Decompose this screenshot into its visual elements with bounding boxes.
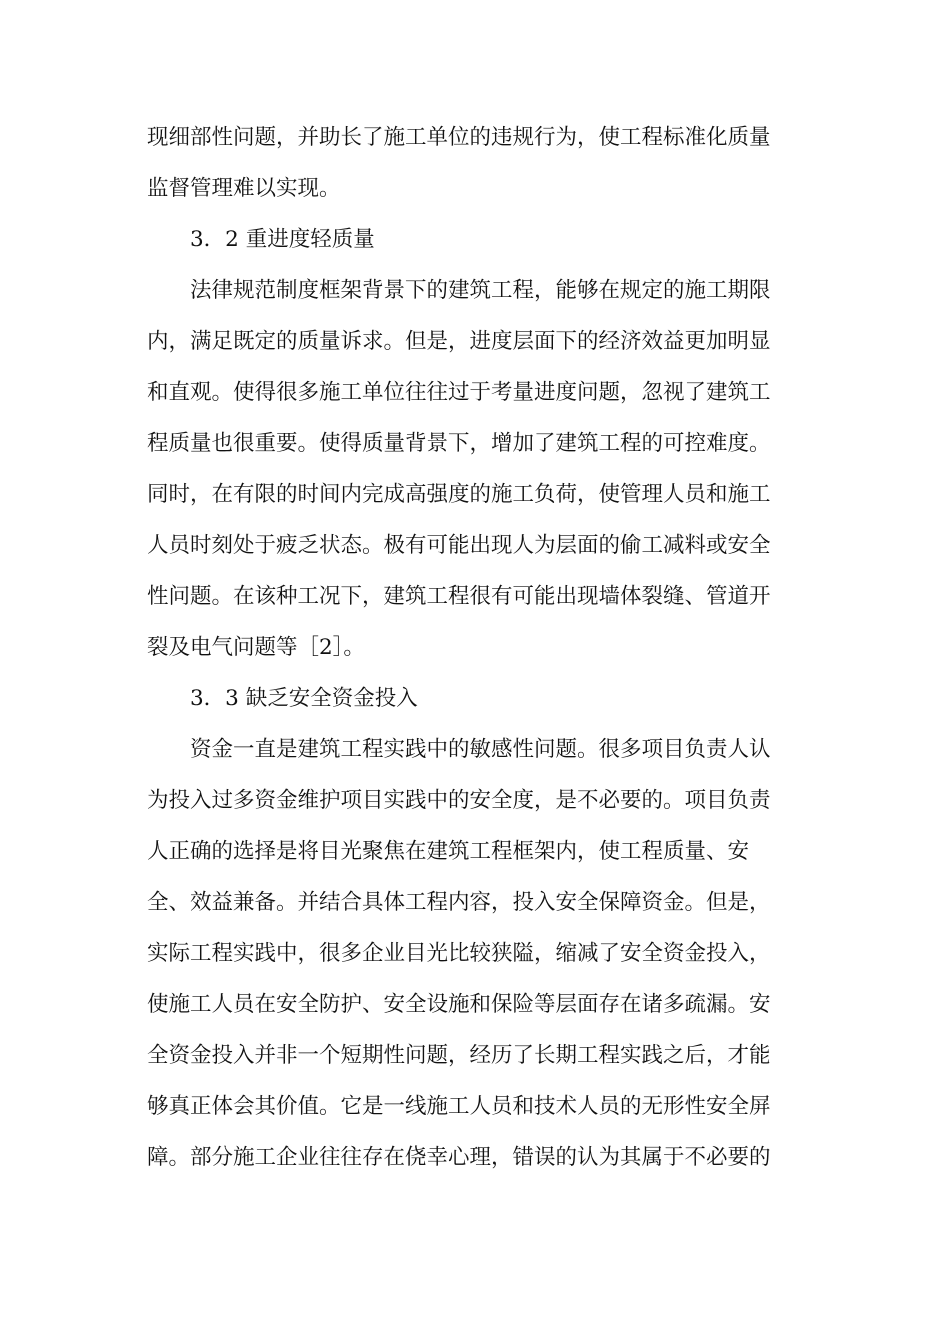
paragraph-line: 人正确的选择是将目光聚焦在建筑工程框架内，使工程质量、安 (147, 839, 750, 864)
paragraph-line: 内，满足既定的质量诉求。但是，进度层面下的经济效益更加明显 (147, 329, 771, 354)
paragraph-line: 同时，在有限的时间内完成高强度的施工负荷，使管理人员和施工 (147, 482, 771, 507)
paragraph-line: 人员时刻处于疲乏状态。极有可能出现人为层面的偷工减料或安全 (147, 533, 771, 558)
paragraph-line: 和直观。使得很多施工单位往往过于考量进度问题，忽视了建筑工 (147, 380, 771, 405)
paragraph-line: 为投入过多资金维护项目实践中的安全度，是不必要的。项目负责 (147, 788, 771, 813)
paragraph-line: 裂及电气问题等［2］。 (147, 635, 365, 660)
paragraph-line: 全资金投入并非一个短期性问题，经历了长期工程实践之后，才能 (147, 1043, 771, 1068)
paragraph-line: 实际工程实践中，很多企业目光比较狭隘，缩减了安全资金投入， (147, 941, 771, 966)
paragraph-line: 监督管理难以实现。 (147, 176, 341, 201)
section-heading: 3．2 重进度轻质量 (190, 227, 375, 252)
paragraph-line: 全、效益兼备。并结合具体工程内容，投入安全保障资金。但是， (147, 890, 771, 915)
paragraph-line: 使施工人员在安全防护、安全设施和保险等层面存在诸多疏漏。安 (147, 992, 771, 1017)
section-heading: 3．3 缺乏安全资金投入 (190, 686, 418, 711)
paragraph-line: 障。部分施工企业往往存在侥幸心理，错误的认为其属于不必要的 (147, 1145, 771, 1170)
paragraph-line: 现细部性问题，并助长了施工单位的违规行为，使工程标准化质量 (147, 125, 771, 150)
paragraph-line: 程质量也很重要。使得质量背景下，增加了建筑工程的可控难度。 (147, 431, 771, 456)
paragraph-line: 资金一直是建筑工程实践中的敏感性问题。很多项目负责人认 (190, 737, 771, 762)
paragraph-line: 性问题。在该种工况下，建筑工程很有可能出现墙体裂缝、管道开 (147, 584, 771, 609)
paragraph-line: 法律规范制度框架背景下的建筑工程，能够在规定的施工期限 (190, 278, 771, 303)
paragraph-line: 够真正体会其价值。它是一线施工人员和技术人员的无形性安全屏 (147, 1094, 771, 1119)
